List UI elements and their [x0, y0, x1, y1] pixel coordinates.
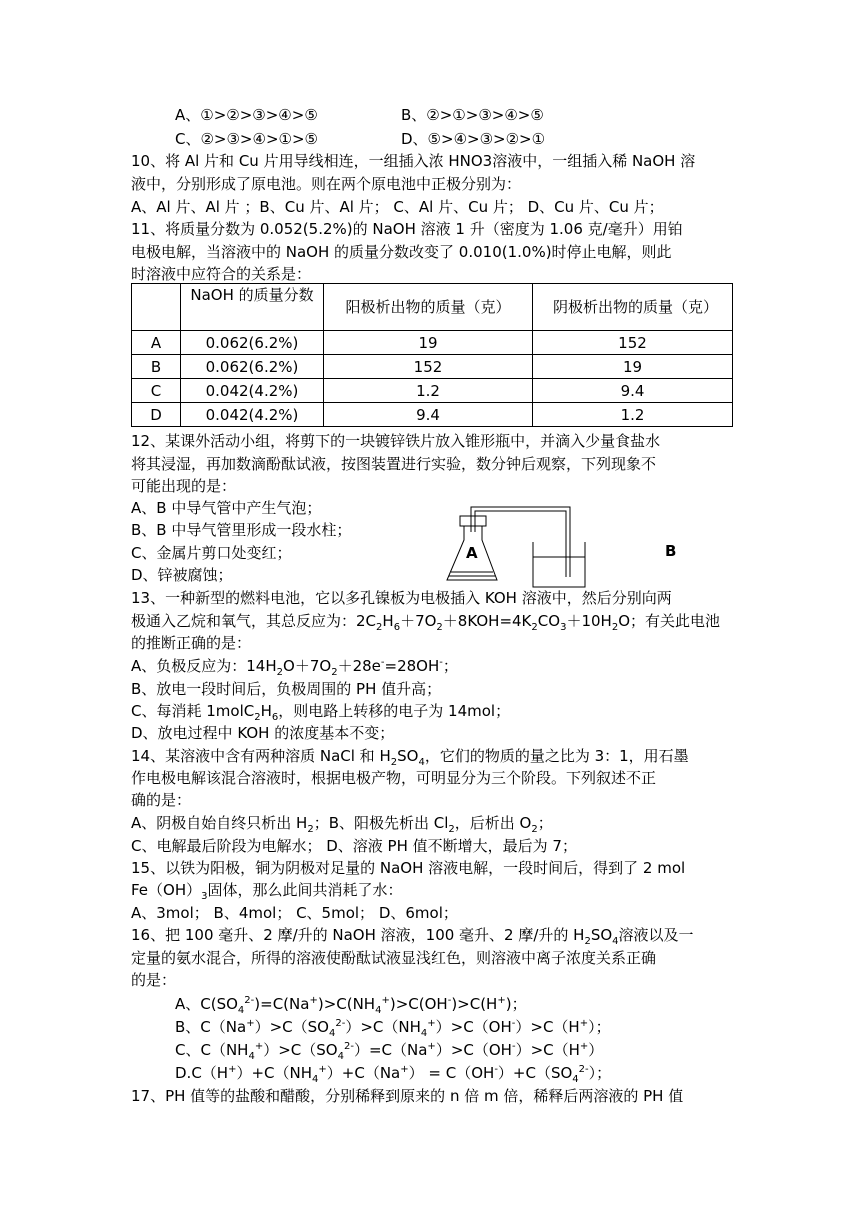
- q10-options: A、Al 片、Al 片 ；B、Cu 片、Al 片； C、Al 片、Cu 片； D、Cu 片、Cu 片；: [131, 198, 664, 216]
- table-cell: 9.4: [533, 379, 733, 403]
- beaker-label-b: B: [665, 542, 677, 560]
- table-cell: 1.2: [533, 403, 733, 427]
- q13-line2: 极通入乙烷和氧气，其总反应为：$2C_2H_6+7O_2+8KOH=4K_2CO_3+10H_2O$；有关此电池: [131, 612, 721, 633]
- q15-options: A、3mol； B、4mol； C、5mol； D、6mol；: [131, 904, 458, 922]
- q11-line2: 电极电解，当溶液中的 NaOH 的质量分数改变了 0.010(1.0%)时停止电解，则此: [131, 243, 672, 261]
- table-cell: 0.062(6.2%): [181, 331, 324, 355]
- q15-line1: 15、以铁为阳极，铜为阴极对足量的 NaOH 溶液电解，一段时间后，得到了 2 mol: [131, 859, 686, 877]
- flask-label-a: A: [466, 544, 478, 562]
- q12-option-d: D、锌被腐蚀；: [131, 566, 233, 584]
- q15-line2: $Fe(OH)_3$固体，那么此间共消耗了水：: [131, 881, 403, 902]
- q9-option-d: D、⑤>④>③>②>①: [401, 130, 546, 148]
- q12-line3: 可能出现的是：: [131, 477, 237, 495]
- q16-option-b: B、$C(Na^+)>C(SO_4^{2-})>C(NH_4^+)>C(OH^-)>C(H^+)$；: [175, 1018, 611, 1039]
- q14-options-cd: C、电解最后阶段为电解水； D、溶液 PH 值不断增大，最后为 7；: [131, 837, 577, 855]
- q14-line2: 作电极电解该混合溶液时，根据电极产物，可明显分为三个阶段。下列叙述不正: [131, 769, 657, 787]
- q13-line1: 13、一种新型的燃料电池，它以多孔镍板为电极插入 KOH 溶液中，然后分别向两: [131, 589, 672, 607]
- table-cell: 1.2: [324, 379, 533, 403]
- q16-option-c: C、$C(NH_4^+)>C(SO_4^{2-})=C(Na^+)>C(OH^-)>C(H^+)$: [175, 1041, 604, 1062]
- table-cell: 0.062(6.2%): [181, 355, 324, 379]
- q12-option-b: B、B 中导气管里形成一段水柱；: [131, 521, 352, 539]
- q11-line1: 11、将质量分数为 0.052(5.2%)的 NaOH 溶液 1 升（密度为 1.06 克/毫升）用铂: [131, 220, 683, 238]
- q13-option-a: A、负极反应为：$14H_2O+7O_2+28e^-=28OH^-$；: [131, 657, 458, 678]
- q12-option-c: C、金属片剪口处变红；: [131, 544, 292, 562]
- experiment-apparatus-diagram: [445, 502, 645, 592]
- table-row: [132, 355, 733, 379]
- q12-line1: 12、某课外活动小组，将剪下的一块镀锌铁片放入锥形瓶中，并滴入少量食盐水: [131, 432, 661, 450]
- q9-option-a: A、①>②>③>④>⑤: [175, 106, 318, 124]
- table-cell: D: [132, 403, 181, 427]
- q10-line1: 10、将 Al 片和 Cu 片用导线相连，一组插入浓 HNO3溶液中，一组插入稀 NaOH 溶: [131, 152, 696, 170]
- q16-option-a: A、$C(SO_4^{2-})=C(Na^+)>C(NH_4^+)>C(OH^-)>C(H^+)$；: [175, 995, 527, 1016]
- q16-line2: 定量的氨水混合，所得的溶液使酚酞试液显浅红色，则溶液中离子浓度关系正确: [131, 949, 657, 967]
- q16-option-d: $D.C(H^+)+C(NH_4^+)+C(Na^+) = C(OH^-)+C(SO_4^{2-})$；: [175, 1064, 612, 1085]
- table-cell: C: [132, 379, 181, 403]
- table-cell: 19: [324, 331, 533, 355]
- q9-option-c: C、②>③>④>①>⑤: [175, 130, 318, 148]
- q10-line2: 液中，分别形成了原电池。则在两个原电池中正极分别为：: [131, 175, 522, 193]
- table-header-cell: NaOH 的质量分数: [181, 284, 324, 331]
- table-cell: A: [132, 331, 181, 355]
- q13-line3: 的推断正确的是：: [131, 634, 252, 652]
- table-row: [132, 379, 733, 403]
- table-row: [132, 403, 733, 427]
- table-cell: 152: [533, 331, 733, 355]
- table-cell: B: [132, 355, 181, 379]
- q12-line2: 将其浸湿，再加数滴酚酞试液，按图装置进行实验，数分钟后观察，下列现象不: [131, 455, 657, 473]
- q13-option-d: D、放电过程中 KOH 的浓度基本不变；: [131, 724, 395, 742]
- table-header-cell: 阳极析出物的质量（克）: [324, 284, 533, 331]
- q14-line1: 14、某溶液中含有两种溶质 NaCl 和 $H_2SO_4$，它们的物质的量之比为 3：1，用石墨: [131, 747, 689, 768]
- q9-option-b: B、②>①>③>④>⑤: [401, 106, 544, 124]
- q12-option-a: A、B 中导气管中产生气泡；: [131, 499, 322, 517]
- table-header-row: [132, 284, 733, 331]
- q13-option-c: C、每消耗 $1molC_2H_6$，则电路上转移的电子为 14mol；: [131, 702, 511, 723]
- q16-line1: 16、把 100 毫升、2 摩/升的 NaOH 溶液，100 毫升、2 摩/升的 $H_2SO_4$溶液以及一: [131, 926, 694, 947]
- table-cell: 0.042(4.2%): [181, 403, 324, 427]
- table-header-cell: 阴极析出物的质量（克）: [533, 284, 733, 331]
- table-row: [132, 331, 733, 355]
- q17-line1: 17、PH 值等的盐酸和醋酸，分别稀释到原来的 n 倍 m 倍，稀释后两溶液的 PH 值: [131, 1087, 684, 1105]
- table-cell: 19: [533, 355, 733, 379]
- table-header-cell: [132, 284, 181, 331]
- q11-table: [131, 283, 733, 427]
- table-cell: 0.042(4.2%): [181, 379, 324, 403]
- q14-line3: 确的是：: [131, 791, 192, 809]
- q13-option-b: B、放电一段时间后，负极周围的 PH 值升高；: [131, 680, 442, 698]
- q16-line3: 的是：: [131, 971, 177, 989]
- q14-options-ab: A、阴极自始自终只析出 $H_2$；B、阳极先析出 $Cl_2$，后析出 $O_2$；: [131, 814, 553, 835]
- q11-line3: 时溶液中应符合的关系是：: [131, 265, 312, 283]
- table-cell: 152: [324, 355, 533, 379]
- table-cell: 9.4: [324, 403, 533, 427]
